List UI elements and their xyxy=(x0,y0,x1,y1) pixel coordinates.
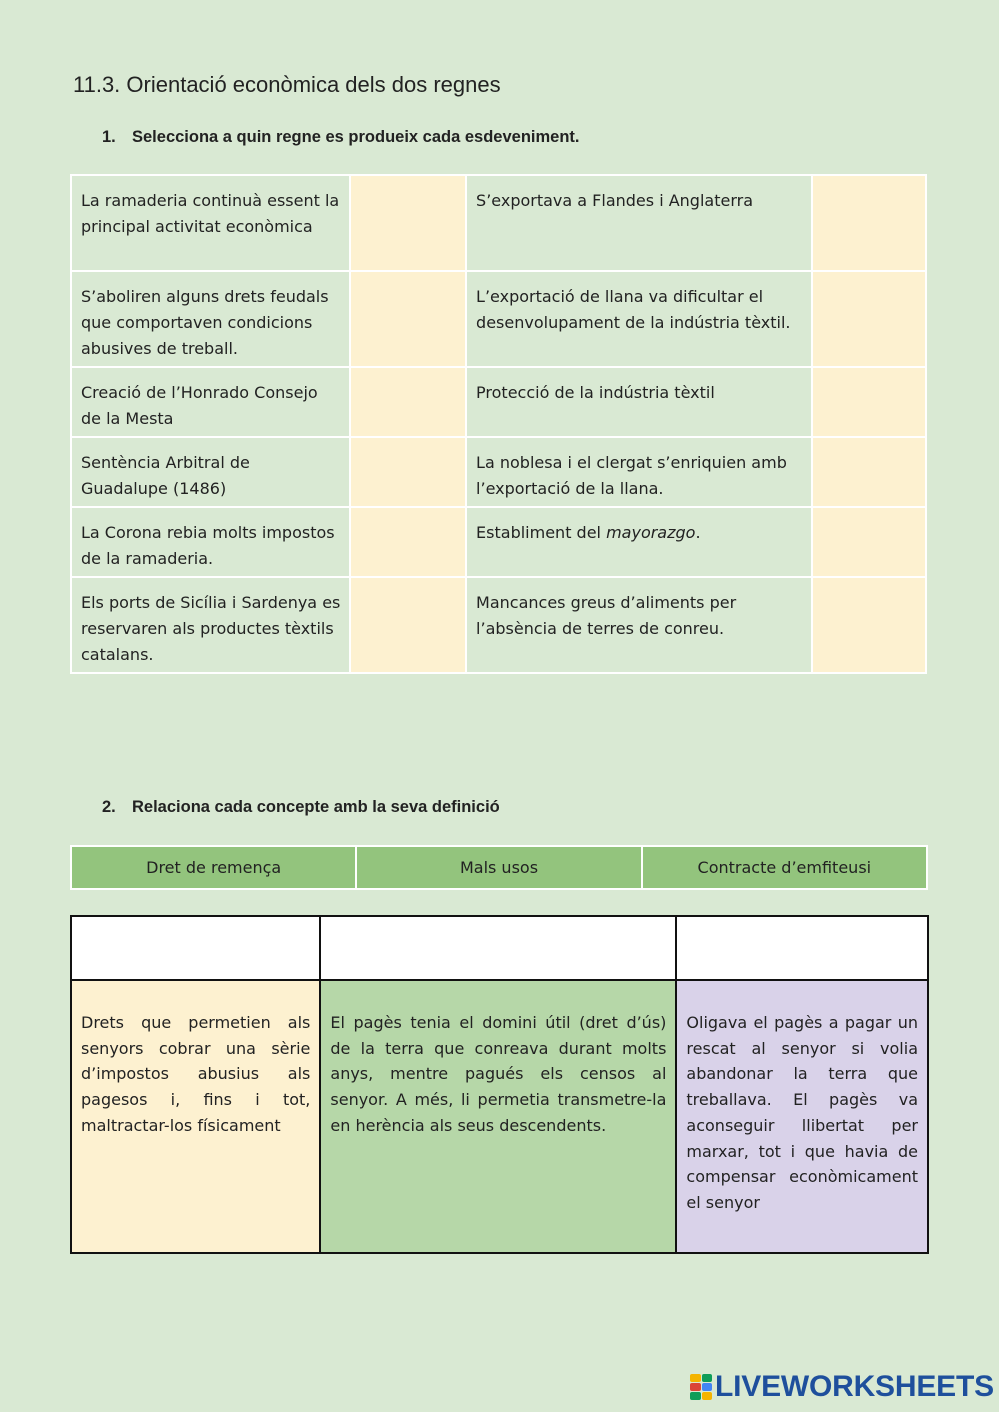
question-1-number: 1. xyxy=(102,128,116,146)
definition-text: El pagès tenia el domini útil (dret d’ús) de la terra que conreava durant molts anys, mentre pagués els censos al senyor. A més, li permetia transmetre-la en herència als seus descendents. xyxy=(320,980,676,1253)
event-text-suffix: . xyxy=(695,523,701,542)
answer-drop-zone[interactable] xyxy=(812,507,926,577)
table-row xyxy=(71,507,926,577)
answer-drop-zone[interactable] xyxy=(812,271,926,367)
definition-text: Oligava el pagès a pagar un rescat al senyor si volia abandonar la terra que treballava. El pagès va aconseguir llibertat per marxar, tot i que havia de compensar econòmicament el senyor xyxy=(676,980,928,1253)
definition-text: Drets que permetien als senyors cobrar una sèrie d’impostos abusius als pagesos i, fins i tot, maltractar-los físicament xyxy=(71,980,320,1253)
answer-drop-zone[interactable] xyxy=(812,577,926,673)
answer-drop-zone[interactable] xyxy=(350,271,466,367)
event-text: Els ports de Sicília i Sardenya es reservaren als productes tèxtils catalans. xyxy=(71,577,350,673)
event-text: La ramaderia continuà essent la principal activitat econòmica xyxy=(71,175,350,271)
question-2-text: Relaciona cada concepte amb la seva definició xyxy=(132,798,500,816)
table-row xyxy=(71,175,926,271)
event-text: Creació de l’Honrado Consejo de la Mesta xyxy=(71,367,350,437)
event-text: S’exportava a Flandes i Anglaterra xyxy=(466,175,812,271)
event-text: Mancances greus d’aliments per l’absència de terres de conreu. xyxy=(466,577,812,673)
table-row xyxy=(71,577,926,673)
event-text: Protecció de la indústria tèxtil xyxy=(466,367,812,437)
table-row xyxy=(71,437,926,507)
liveworksheets-logo xyxy=(690,1370,994,1404)
event-text: Sentència Arbitral de Guadalupe (1486) xyxy=(71,437,350,507)
answer-drop-zone[interactable] xyxy=(350,507,466,577)
table-row xyxy=(71,271,926,367)
event-text-prefix: Establiment del xyxy=(476,523,607,542)
concept-dret-de-remenca[interactable]: Dret de remença xyxy=(72,847,357,888)
answer-drop-zone[interactable] xyxy=(350,437,466,507)
liveworksheets-icon xyxy=(690,1374,712,1400)
table-row xyxy=(71,367,926,437)
logo-text: LIVEWORKSHEETS xyxy=(715,1370,994,1403)
question-1-text: Selecciona a quin regne es produeix cada esdeveniment. xyxy=(132,128,580,146)
answer-drop-zone[interactable] xyxy=(350,367,466,437)
event-text: L’exportació de llana va dificultar el desenvolupament de la indústria tèxtil. xyxy=(466,271,812,367)
concept-mals-usos[interactable]: Mals usos xyxy=(357,847,642,888)
concept-drop-zone[interactable] xyxy=(320,916,676,980)
table-row xyxy=(71,916,928,980)
event-text: La Corona rebia molts impostos de la ramaderia. xyxy=(71,507,350,577)
question-1 xyxy=(102,128,580,147)
definitions-table xyxy=(70,915,929,1254)
concept-contracte-emfiteusi[interactable]: Contracte d’emfiteusi xyxy=(643,847,926,888)
question-2-number: 2. xyxy=(102,798,116,816)
answer-drop-zone[interactable] xyxy=(812,175,926,271)
event-text-italic: mayorazgo xyxy=(606,523,696,542)
page-title: 11.3. Orientació econòmica dels dos regnes xyxy=(73,72,501,97)
question-2 xyxy=(102,798,500,817)
event-text xyxy=(466,507,812,577)
event-text: La noblesa i el clergat s’enriquien amb l’exportació de la llana. xyxy=(466,437,812,507)
event-text: S’aboliren alguns drets feudals que comportaven condicions abusives de treball. xyxy=(71,271,350,367)
answer-drop-zone[interactable] xyxy=(812,367,926,437)
table-row xyxy=(71,980,928,1253)
events-table xyxy=(70,174,927,674)
concept-bank xyxy=(70,845,928,890)
answer-drop-zone[interactable] xyxy=(812,437,926,507)
concept-drop-zone[interactable] xyxy=(71,916,320,980)
answer-drop-zone[interactable] xyxy=(350,175,466,271)
answer-drop-zone[interactable] xyxy=(350,577,466,673)
concept-drop-zone[interactable] xyxy=(676,916,928,980)
